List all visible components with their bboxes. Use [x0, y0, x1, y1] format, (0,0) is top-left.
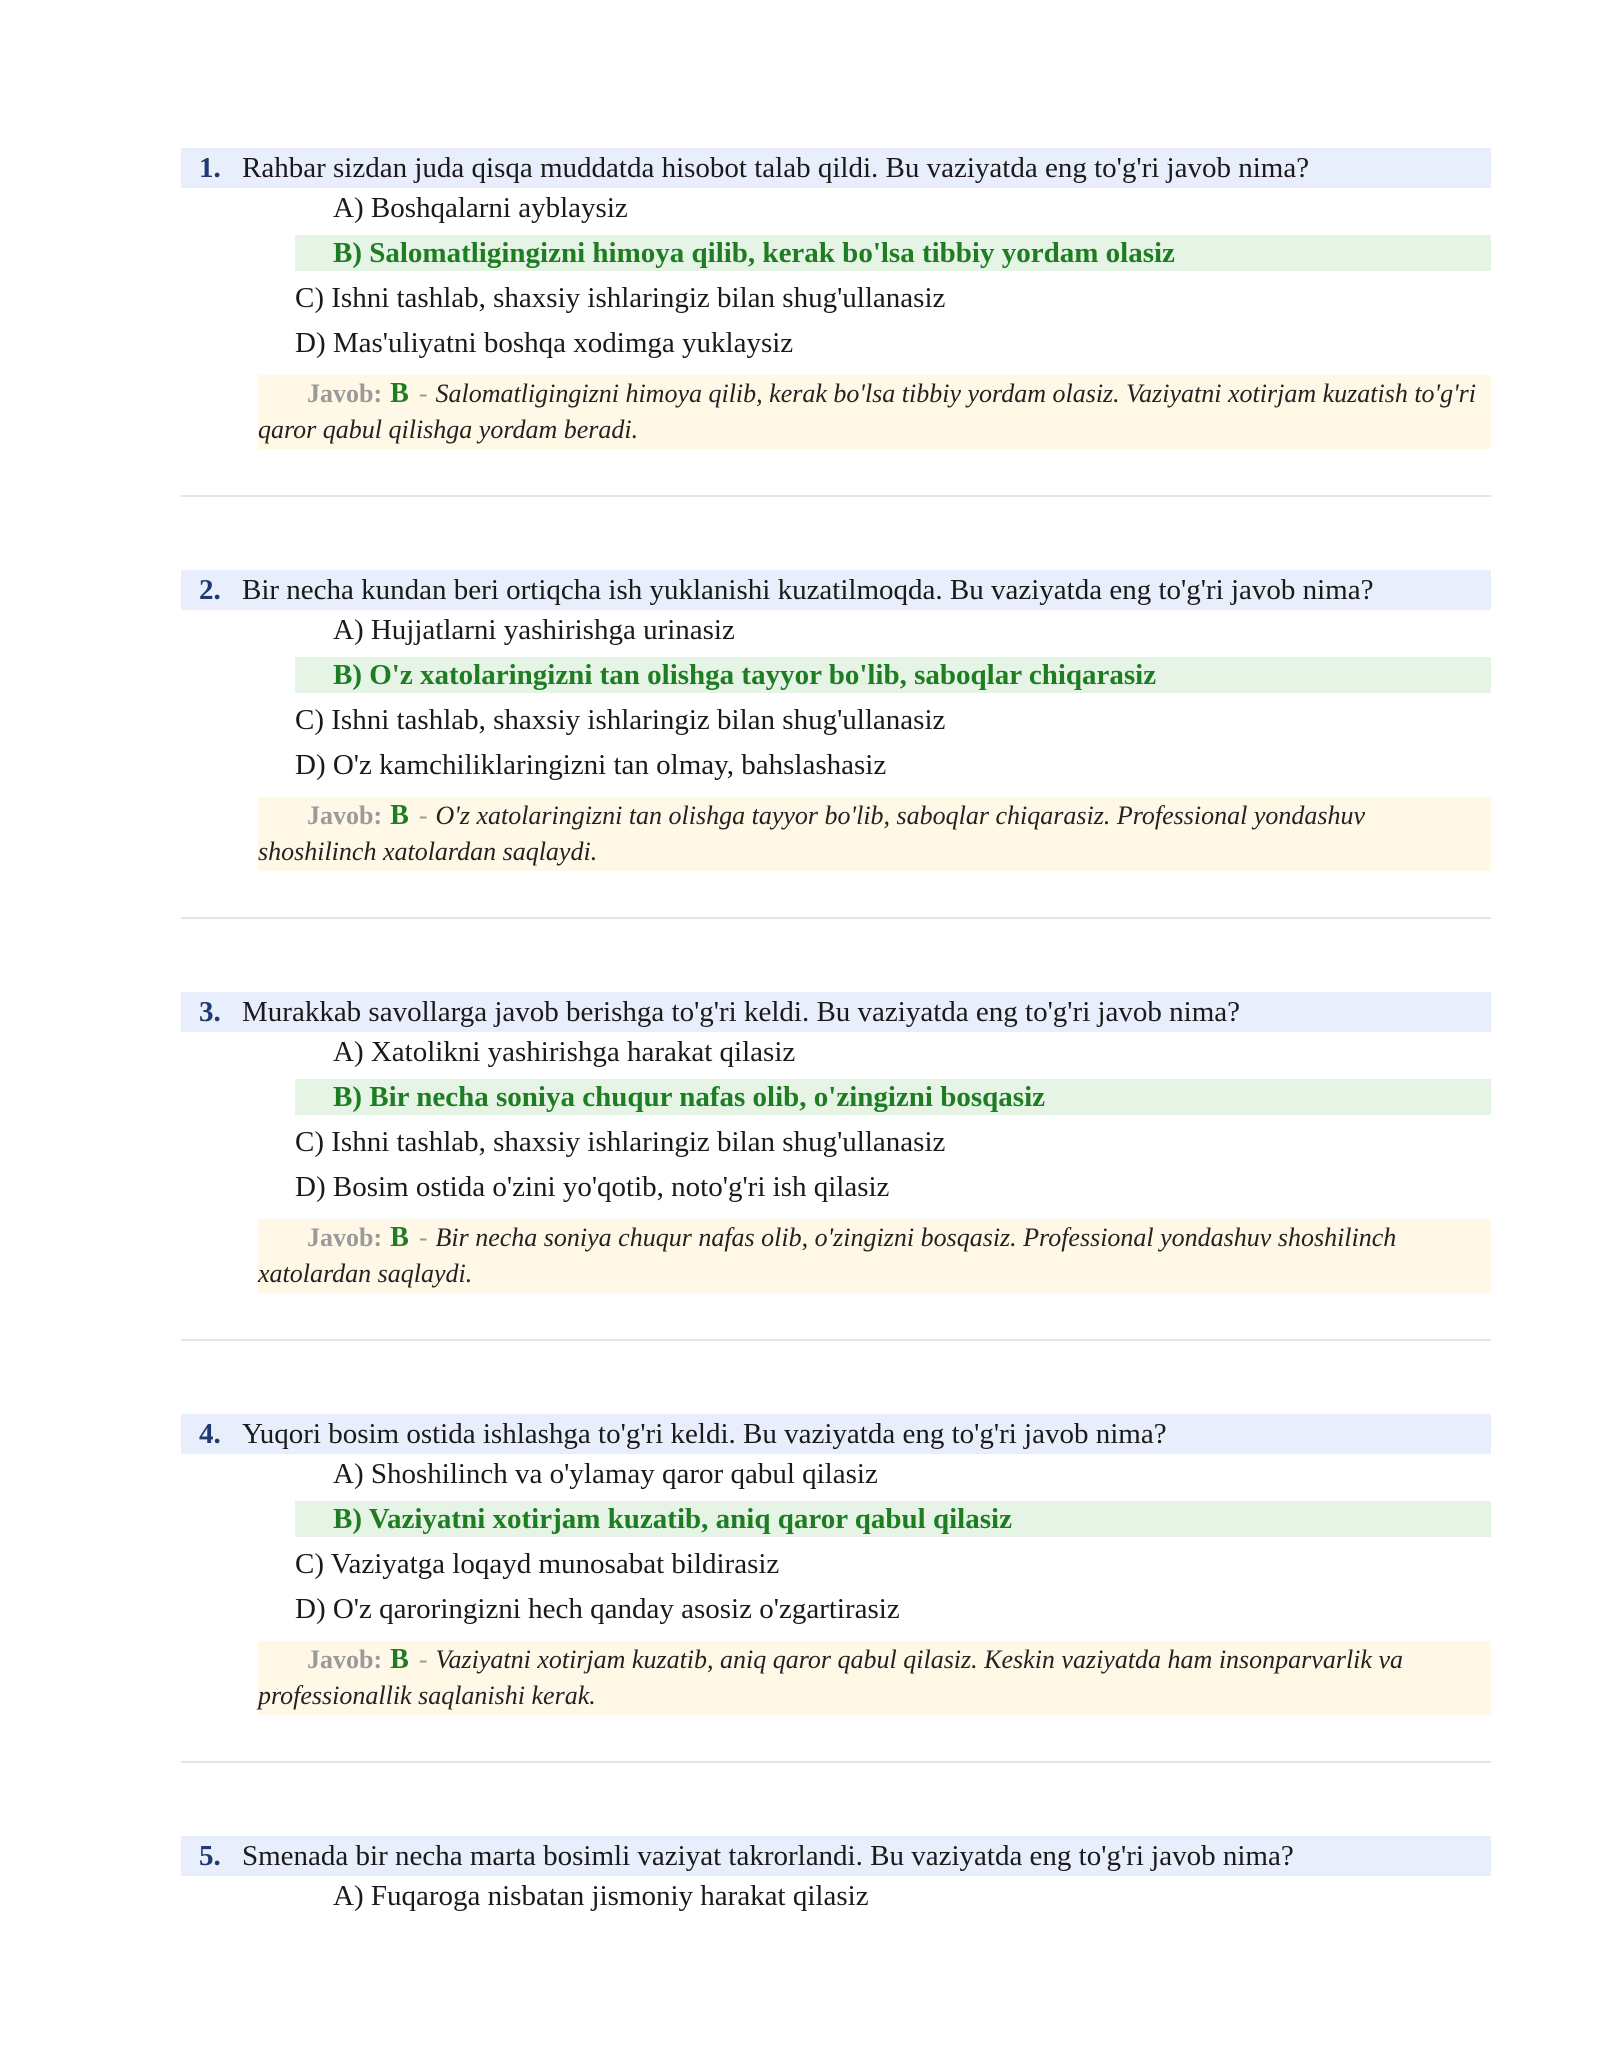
answer-label: Javob: — [307, 801, 383, 830]
answer-explanation: Salomatligingizni himoya qilib, kerak bo'lsa tibbiy yordam olasiz. Vaziyatni xotirjam kuzatish to'g'ri qaror qabul qilishga yordam beradi. — [258, 379, 1477, 444]
answer-letter: B — [390, 1644, 409, 1675]
option-b-correct — [295, 657, 1491, 693]
option-a: A) Hujjatlarni yashirishga urinasiz — [333, 614, 735, 646]
answer-letter: B — [390, 378, 409, 409]
answer-dash: - — [418, 1223, 428, 1252]
answer-box — [258, 1641, 1491, 1715]
option-c: C) Ishni tashlab, shaxsiy ishlaringiz bilan shug'ullanasiz — [295, 1126, 946, 1158]
question-number: 4. — [199, 1418, 221, 1450]
answer-content — [258, 376, 1483, 448]
option-c: C) Ishni tashlab, shaxsiy ishlaringiz bilan shug'ullanasiz — [295, 704, 946, 736]
answer-content — [258, 1642, 1483, 1714]
answer-dash: - — [418, 801, 428, 830]
question-header — [181, 570, 1491, 610]
question-number: 1. — [199, 152, 221, 184]
option-b-label: B) Salomatligingizni himoya qilib, kerak bo'lsa tibbiy yordam olasiz — [333, 237, 1175, 269]
answer-letter: B — [390, 800, 409, 831]
option-b-label: B) Bir necha soniya chuqur nafas olib, o'zingizni bosqasiz — [333, 1081, 1046, 1113]
question-header — [181, 1414, 1491, 1454]
question-divider — [181, 1339, 1491, 1341]
question-text: Bir necha kundan beri ortiqcha ish yuklanishi kuzatilmoqda. Bu vaziyatda eng to'g'ri javob nima? — [242, 574, 1374, 606]
question-number: 2. — [199, 574, 221, 606]
question-text: Murakkab savollarga javob berishga to'g'ri keldi. Bu vaziyatda eng to'g'ri javob nima? — [242, 996, 1241, 1028]
option-d: D) Mas'uliyatni boshqa xodimga yuklaysiz — [295, 327, 794, 359]
option-b-correct — [295, 1079, 1491, 1115]
answer-explanation: Vaziyatni xotirjam kuzatib, aniq qaror qabul qilasiz. Keskin vaziyatda ham insonparvarlik va professionallik saqlanishi kerak. — [258, 1645, 1403, 1710]
option-c: C) Vaziyatga loqayd munosabat bildirasiz — [295, 1548, 780, 1580]
question-header — [181, 148, 1491, 188]
answer-label: Javob: — [307, 1645, 383, 1674]
option-d: D) O'z qaroringizni hech qanday asosiz o'zgartirasiz — [295, 1593, 900, 1625]
option-a: A) Shoshilinch va o'ylamay qaror qabul qilasiz — [333, 1458, 878, 1490]
question-number: 3. — [199, 996, 221, 1028]
option-a: A) Fuqaroga nisbatan jismoniy harakat qilasiz — [333, 1880, 869, 1912]
option-d: D) Bosim ostida o'zini yo'qotib, noto'g'ri ish qilasiz — [295, 1171, 890, 1203]
question-text: Smenada bir necha marta bosimli vaziyat takrorlandi. Bu vaziyatda eng to'g'ri javob nima? — [242, 1840, 1294, 1872]
answer-label: Javob: — [307, 379, 383, 408]
question-divider — [181, 495, 1491, 497]
answer-label: Javob: — [307, 1223, 383, 1252]
answer-dash: - — [418, 379, 428, 408]
answer-content — [258, 1220, 1483, 1292]
question-divider — [181, 1761, 1491, 1763]
question-text: Rahbar sizdan juda qisqa muddatda hisobot talab qildi. Bu vaziyatda eng to'g'ri javob nima? — [242, 152, 1310, 184]
question-number: 5. — [199, 1840, 221, 1872]
option-b-correct — [295, 1501, 1491, 1537]
option-b-correct — [295, 235, 1491, 271]
answer-letter: B — [390, 1222, 409, 1253]
answer-box — [258, 797, 1491, 871]
question-divider — [181, 917, 1491, 919]
question-header — [181, 992, 1491, 1032]
answer-dash: - — [418, 1645, 428, 1674]
option-a: A) Boshqalarni ayblaysiz — [333, 192, 628, 224]
option-d: D) O'z kamchiliklaringizni tan olmay, bahslashasiz — [295, 749, 887, 781]
answer-box — [258, 1219, 1491, 1293]
option-c: C) Ishni tashlab, shaxsiy ishlaringiz bilan shug'ullanasiz — [295, 282, 946, 314]
question-text: Yuqori bosim ostida ishlashga to'g'ri keldi. Bu vaziyatda eng to'g'ri javob nima? — [242, 1418, 1167, 1450]
answer-explanation: O'z xatolaringizni tan olishga tayyor bo'lib, saboqlar chiqarasiz. Professional yondashuv shoshilinch xatolardan saqlaydi. — [258, 801, 1366, 866]
answer-explanation: Bir necha soniya chuqur nafas olib, o'zingizni bosqasiz. Professional yondashuv shoshilinch xatolardan saqlaydi. — [258, 1223, 1397, 1288]
option-b-label: B) Vaziyatni xotirjam kuzatib, aniq qaror qabul qilasiz — [333, 1503, 1012, 1535]
question-header — [181, 1836, 1491, 1876]
option-a: A) Xatolikni yashirishga harakat qilasiz — [333, 1036, 796, 1068]
answer-content — [258, 798, 1483, 870]
option-b-label: B) O'z xatolaringizni tan olishga tayyor bo'lib, saboqlar chiqarasiz — [333, 659, 1157, 691]
answer-box — [258, 375, 1491, 449]
